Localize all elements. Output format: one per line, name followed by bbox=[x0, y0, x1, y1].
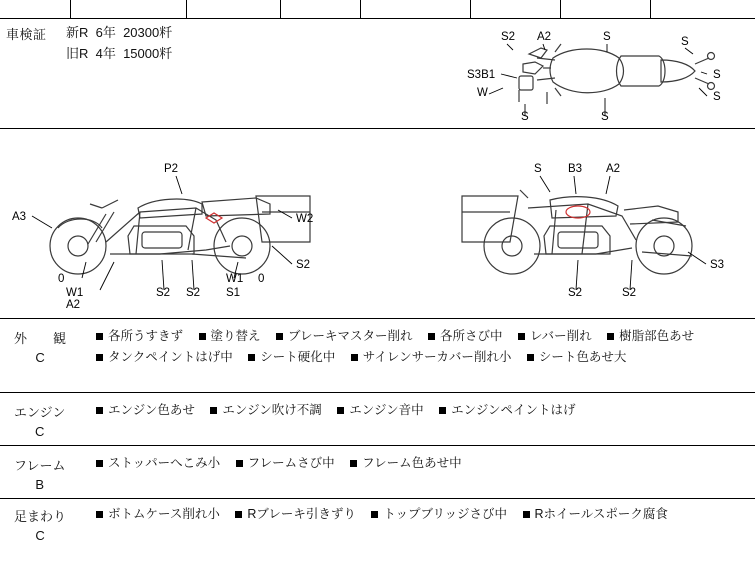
svg-text:W2: W2 bbox=[296, 213, 314, 225]
assessment-item: 樹脂部色あせ bbox=[607, 326, 694, 347]
category-name: 外 観 bbox=[14, 331, 67, 346]
svg-text:S1: S1 bbox=[226, 287, 241, 299]
assessment-category-exterior bbox=[14, 328, 66, 365]
assessment-item: 各所うすきず bbox=[96, 326, 183, 347]
bullet-icon bbox=[439, 407, 446, 414]
svg-text:0: 0 bbox=[58, 273, 65, 285]
svg-text:A2: A2 bbox=[537, 31, 552, 43]
svg-text:S: S bbox=[681, 36, 689, 48]
svg-text:S2: S2 bbox=[186, 287, 201, 299]
svg-text:S3: S3 bbox=[710, 259, 725, 271]
assessment-item: レバー削れ bbox=[518, 326, 592, 347]
bullet-icon bbox=[523, 511, 530, 518]
svg-text:S2: S2 bbox=[622, 287, 637, 299]
category-grade: C bbox=[35, 528, 45, 543]
table-divider bbox=[560, 0, 561, 18]
assessment-item: シート色あせ大 bbox=[527, 347, 627, 368]
assessment-item: フレームさび中 bbox=[236, 453, 335, 474]
assessment-item: 各所さび中 bbox=[428, 326, 503, 347]
svg-text:S2: S2 bbox=[501, 31, 516, 43]
bullet-icon bbox=[96, 460, 103, 467]
assessment-item: 塗り替え bbox=[199, 326, 261, 347]
bullet-icon bbox=[371, 511, 378, 518]
bullet-icon bbox=[210, 407, 217, 414]
assessment-item: フレーム色あせ中 bbox=[350, 453, 462, 474]
svg-text:A3: A3 bbox=[12, 211, 27, 223]
category-grade: B bbox=[35, 477, 45, 492]
bullet-icon bbox=[518, 333, 525, 340]
inspection-line-new: 新R 6年 20300粁 bbox=[66, 25, 173, 40]
bullet-icon bbox=[276, 333, 283, 340]
svg-text:S: S bbox=[713, 91, 721, 103]
assessment-item-line bbox=[96, 504, 749, 525]
assessment-item: トップブリッジさび中 bbox=[371, 504, 507, 525]
inspection-values bbox=[66, 22, 172, 64]
category-grade: C bbox=[34, 424, 45, 439]
table-divider bbox=[70, 0, 71, 18]
bullet-icon bbox=[235, 511, 242, 518]
assessment-item-line bbox=[96, 326, 749, 347]
motorcycle-top-view bbox=[455, 18, 755, 126]
assessment-item-line bbox=[96, 347, 749, 368]
svg-text:S: S bbox=[603, 31, 611, 43]
category-name: フレーム bbox=[14, 458, 66, 473]
assessment-item: エンジン色あせ bbox=[96, 400, 195, 421]
svg-text:A2: A2 bbox=[66, 299, 81, 310]
category-grade: C bbox=[35, 350, 45, 365]
svg-text:S2: S2 bbox=[156, 287, 171, 299]
svg-text:S: S bbox=[521, 111, 529, 123]
assessment-item: シート硬化中 bbox=[248, 347, 335, 368]
table-divider bbox=[360, 0, 361, 18]
svg-text:W1: W1 bbox=[66, 287, 84, 299]
category-name: 足まわり bbox=[14, 509, 67, 524]
assessment-item: エンジンペイントはげ bbox=[439, 400, 575, 421]
bullet-icon bbox=[96, 354, 103, 361]
bullet-icon bbox=[350, 460, 357, 467]
section-divider bbox=[0, 128, 755, 129]
assessment-item: Rブレーキ引きずり bbox=[235, 504, 356, 525]
bullet-icon bbox=[236, 460, 243, 467]
svg-text:S: S bbox=[534, 163, 542, 175]
assessment-category-engine bbox=[14, 402, 65, 439]
assessment-item: ストッパーへこみ小 bbox=[96, 453, 220, 474]
assessment-items-engine bbox=[96, 400, 749, 421]
top-table-row bbox=[0, 0, 755, 19]
motorcycle-right-side-view bbox=[400, 150, 750, 310]
category-name: エンジン bbox=[14, 405, 66, 420]
svg-text:S: S bbox=[601, 111, 609, 123]
svg-text:S3B1: S3B1 bbox=[467, 69, 496, 81]
bullet-icon bbox=[527, 354, 534, 361]
bullet-icon bbox=[248, 354, 255, 361]
bullet-icon bbox=[96, 511, 103, 518]
assessment-item: エンジン音中 bbox=[337, 400, 423, 421]
assessment-row-suspension bbox=[0, 498, 755, 558]
assessment-category-suspension bbox=[14, 506, 66, 543]
assessment-category-frame bbox=[14, 455, 65, 492]
bullet-icon bbox=[428, 333, 435, 340]
svg-text:S: S bbox=[713, 69, 721, 81]
assessment-item: ブレーキマスター削れ bbox=[276, 326, 413, 347]
assessment-row-exterior bbox=[0, 318, 755, 392]
svg-text:P2: P2 bbox=[164, 163, 179, 175]
inspection-line-old: 旧R 4年 15000粁 bbox=[66, 46, 173, 61]
bullet-icon bbox=[199, 333, 206, 340]
assessment-row-frame bbox=[0, 445, 755, 498]
assessment-item-line bbox=[96, 453, 749, 474]
assessment-item: Rホイールスポーク腐食 bbox=[523, 504, 668, 525]
assessment-item: ボトムケース削れ小 bbox=[96, 504, 220, 525]
assessment-item: サイレンサーカバー削れ小 bbox=[351, 347, 512, 368]
svg-text:W1: W1 bbox=[226, 273, 244, 285]
bullet-icon bbox=[607, 333, 614, 340]
table-divider bbox=[280, 0, 281, 18]
svg-text:0: 0 bbox=[258, 273, 265, 285]
assessment-items-exterior bbox=[96, 326, 749, 368]
bullet-icon bbox=[96, 333, 103, 340]
svg-text:A2: A2 bbox=[606, 163, 621, 175]
assessment-items-suspension bbox=[96, 504, 749, 525]
bullet-icon bbox=[351, 354, 358, 361]
assessment-row-engine bbox=[0, 392, 755, 445]
bullet-icon bbox=[96, 407, 103, 414]
assessment-items-frame bbox=[96, 453, 749, 474]
assessment-item: タンクペイントはげ中 bbox=[96, 347, 233, 368]
svg-text:B3: B3 bbox=[568, 163, 583, 175]
table-divider bbox=[186, 0, 187, 18]
svg-text:S2: S2 bbox=[568, 287, 583, 299]
table-divider bbox=[650, 0, 651, 18]
motorcycle-left-side-view bbox=[10, 150, 360, 310]
svg-text:S2: S2 bbox=[296, 259, 311, 271]
inspection-label: 車検証 bbox=[6, 27, 47, 42]
svg-text:W: W bbox=[477, 87, 488, 99]
table-divider bbox=[470, 0, 471, 18]
bullet-icon bbox=[337, 407, 344, 414]
assessment-item-line bbox=[96, 400, 749, 421]
assessment-item: エンジン吹け不調 bbox=[210, 400, 321, 421]
